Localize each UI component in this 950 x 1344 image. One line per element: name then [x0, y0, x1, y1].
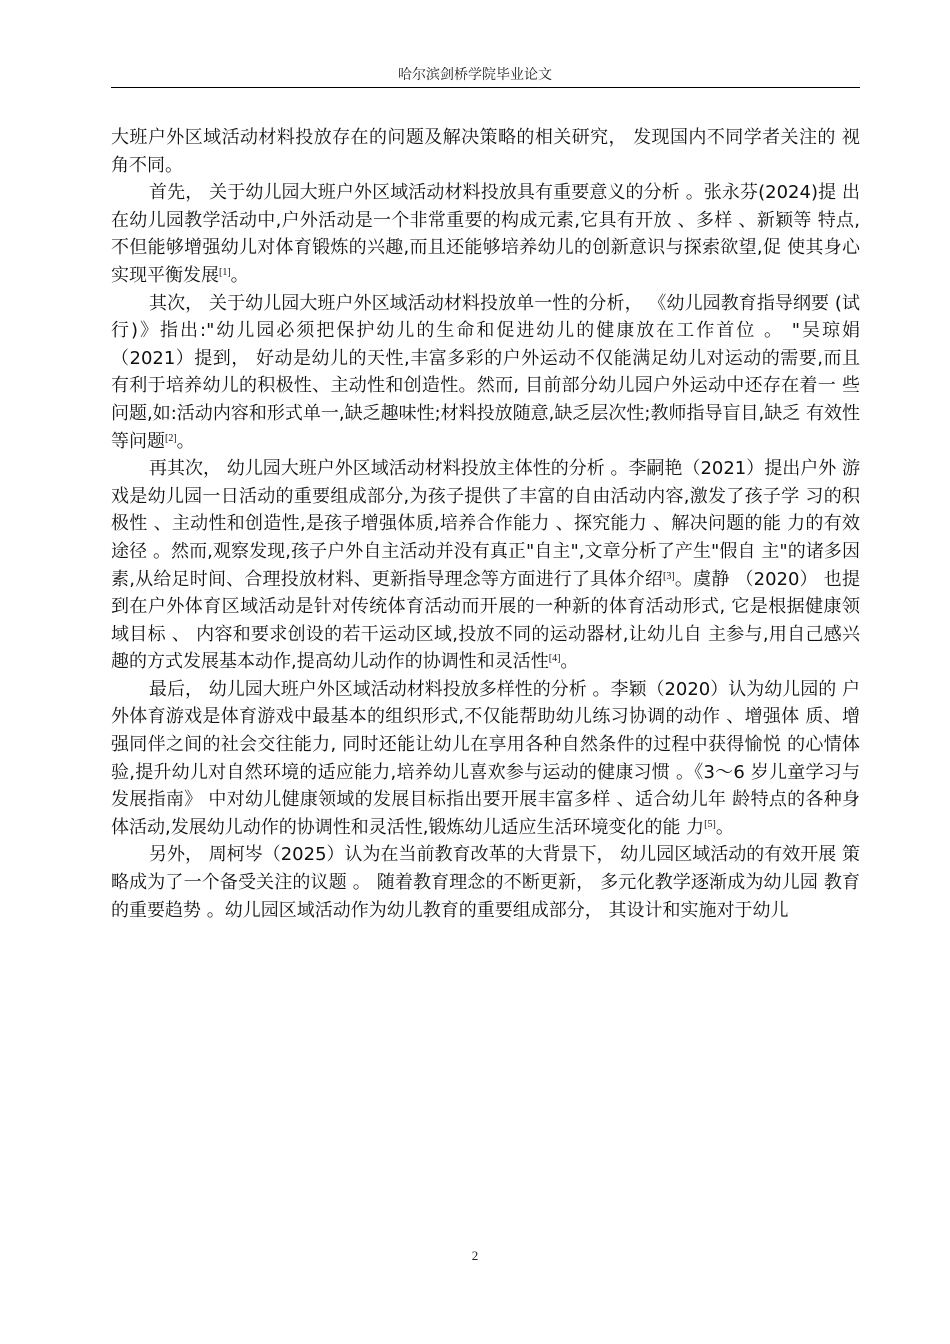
page-number: 2	[471, 1248, 479, 1263]
paragraph-text: 最后， 幼儿园大班户外区域活动材料投放多样性的分析 。李颖（2020）认为幼儿园的 户外体育游戏是体育游戏中最基本的组织形式,不仅能帮助幼儿练习协调的动作 、增强体 质、增强同伴之间的社会交往能力, 同时还能让幼儿在享用各种自然条件的过程中获得愉悦 的心情体验,提升幼儿对自然环境的适应能力,培养幼儿喜欢参与运动的健康习惯 。《3～6 岁儿童学习与发展指南》 中对幼儿健康领域的发展目标指出要开展丰富多样 、适合幼儿年 龄特点的各种身体活动,发展幼儿动作的协调性和灵活性,锻炼幼儿适应生活环境变化的能 力	[111, 678, 860, 838]
paragraph-intro-continued	[111, 124, 860, 179]
paragraph-end: 。	[176, 430, 195, 452]
citation-ref: [5]	[704, 818, 716, 830]
document-body	[111, 124, 860, 924]
paragraph-third	[111, 455, 860, 676]
citation-ref: [4]	[548, 653, 561, 665]
citation-ref: [1]	[219, 266, 231, 278]
paragraph-text-continued: 。虞静 （2020） 也提到在户外体育区域活动是针对传统体育活动而开展的一种新的体育活动形式, 它是根据健康领域目标 、 内容和要求创设的若干运动区域,投放不同的运动器材,让幼儿自 主参与,用自己感兴趣的方式发展基本动作,提高幼儿动作的协调性和灵活性	[111, 568, 860, 673]
paragraph-end: 。	[230, 264, 249, 286]
paragraph-second	[111, 290, 860, 456]
page-header-title: 哈尔滨剑桥学院毕业论文	[398, 67, 552, 83]
paragraph-text: 大班户外区域活动材料投放存在的问题及解决策略的相关研究， 发现国内不同学者关注的 视角不同。	[111, 127, 860, 176]
paragraph-text: 再其次， 幼儿园大班户外区域活动材料投放主体性的分析 。李嗣艳（2021）提出户外 游戏是幼儿园一日活动的重要组成部分,为孩子提供了丰富的自由活动内容,激发了孩子学 习的积极性 、主动性和创造性,是孩子增强体质,培养合作能力 、探究能力 、解决问题的能 力的有效途径 。然而,观察发现,孩子户外自主活动并没有真正"自主",文章分析了产生"假自 主"的诸多因素,从给足时间、合理投放材料、更新指导理念等方面进行了具体介绍	[111, 458, 860, 590]
paragraph-first	[111, 179, 860, 289]
paragraph-fifth	[111, 841, 860, 924]
paragraph-text: 首先， 关于幼儿园大班户外区域活动材料投放具有重要意义的分析 。张永芬(2024)提 出在幼儿园教学活动中,户外活动是一个非常重要的构成元素,它具有开放 、多样 、新颖等 特点,不但能够增强幼儿对体育锻炼的兴趣,而且还能够培养幼儿的创新意识与探索欲望,促 使其身心实现平衡发展	[111, 182, 860, 286]
citation-ref: [3]	[663, 570, 675, 582]
paragraph-text: 另外， 周柯岑（2025）认为在当前教育改革的大背景下， 幼儿园区域活动的有效开展 策略成为了一个备受关注的议题 。 随着教育理念的不断更新， 多元化教学逐渐成为幼儿园 教育的重要趋势 。幼儿园区域活动作为幼儿教育的重要组成部分， 其设计和实施对于幼儿	[111, 844, 860, 921]
paragraph-end: 。	[560, 651, 579, 673]
citation-ref: [2]	[165, 432, 177, 444]
header-divider	[111, 87, 860, 88]
paragraph-fourth	[111, 676, 860, 842]
paragraph-end: 。	[715, 816, 734, 838]
paragraph-text: 其次， 关于幼儿园大班户外区域活动材料投放单一性的分析， 《幼儿园教育指导纲要 (试行)》指出:"幼儿园必须把保护幼儿的生命和促进幼儿的健康放在工作首位 。 "吴琼娟 （2021）提到， 好动是幼儿的天性,丰富多彩的户外运动不仅能满足幼儿对运动的需要,而且 有利于培养幼儿的积极性、主动性和创造性。然而, 目前部分幼儿园户外运动中还存在着一 些问题,如:活动内容和形式单一,缺乏趣味性;材料投放随意,缺乏层次性;教师指导盲目,缺乏 有效性等问题	[111, 292, 860, 452]
